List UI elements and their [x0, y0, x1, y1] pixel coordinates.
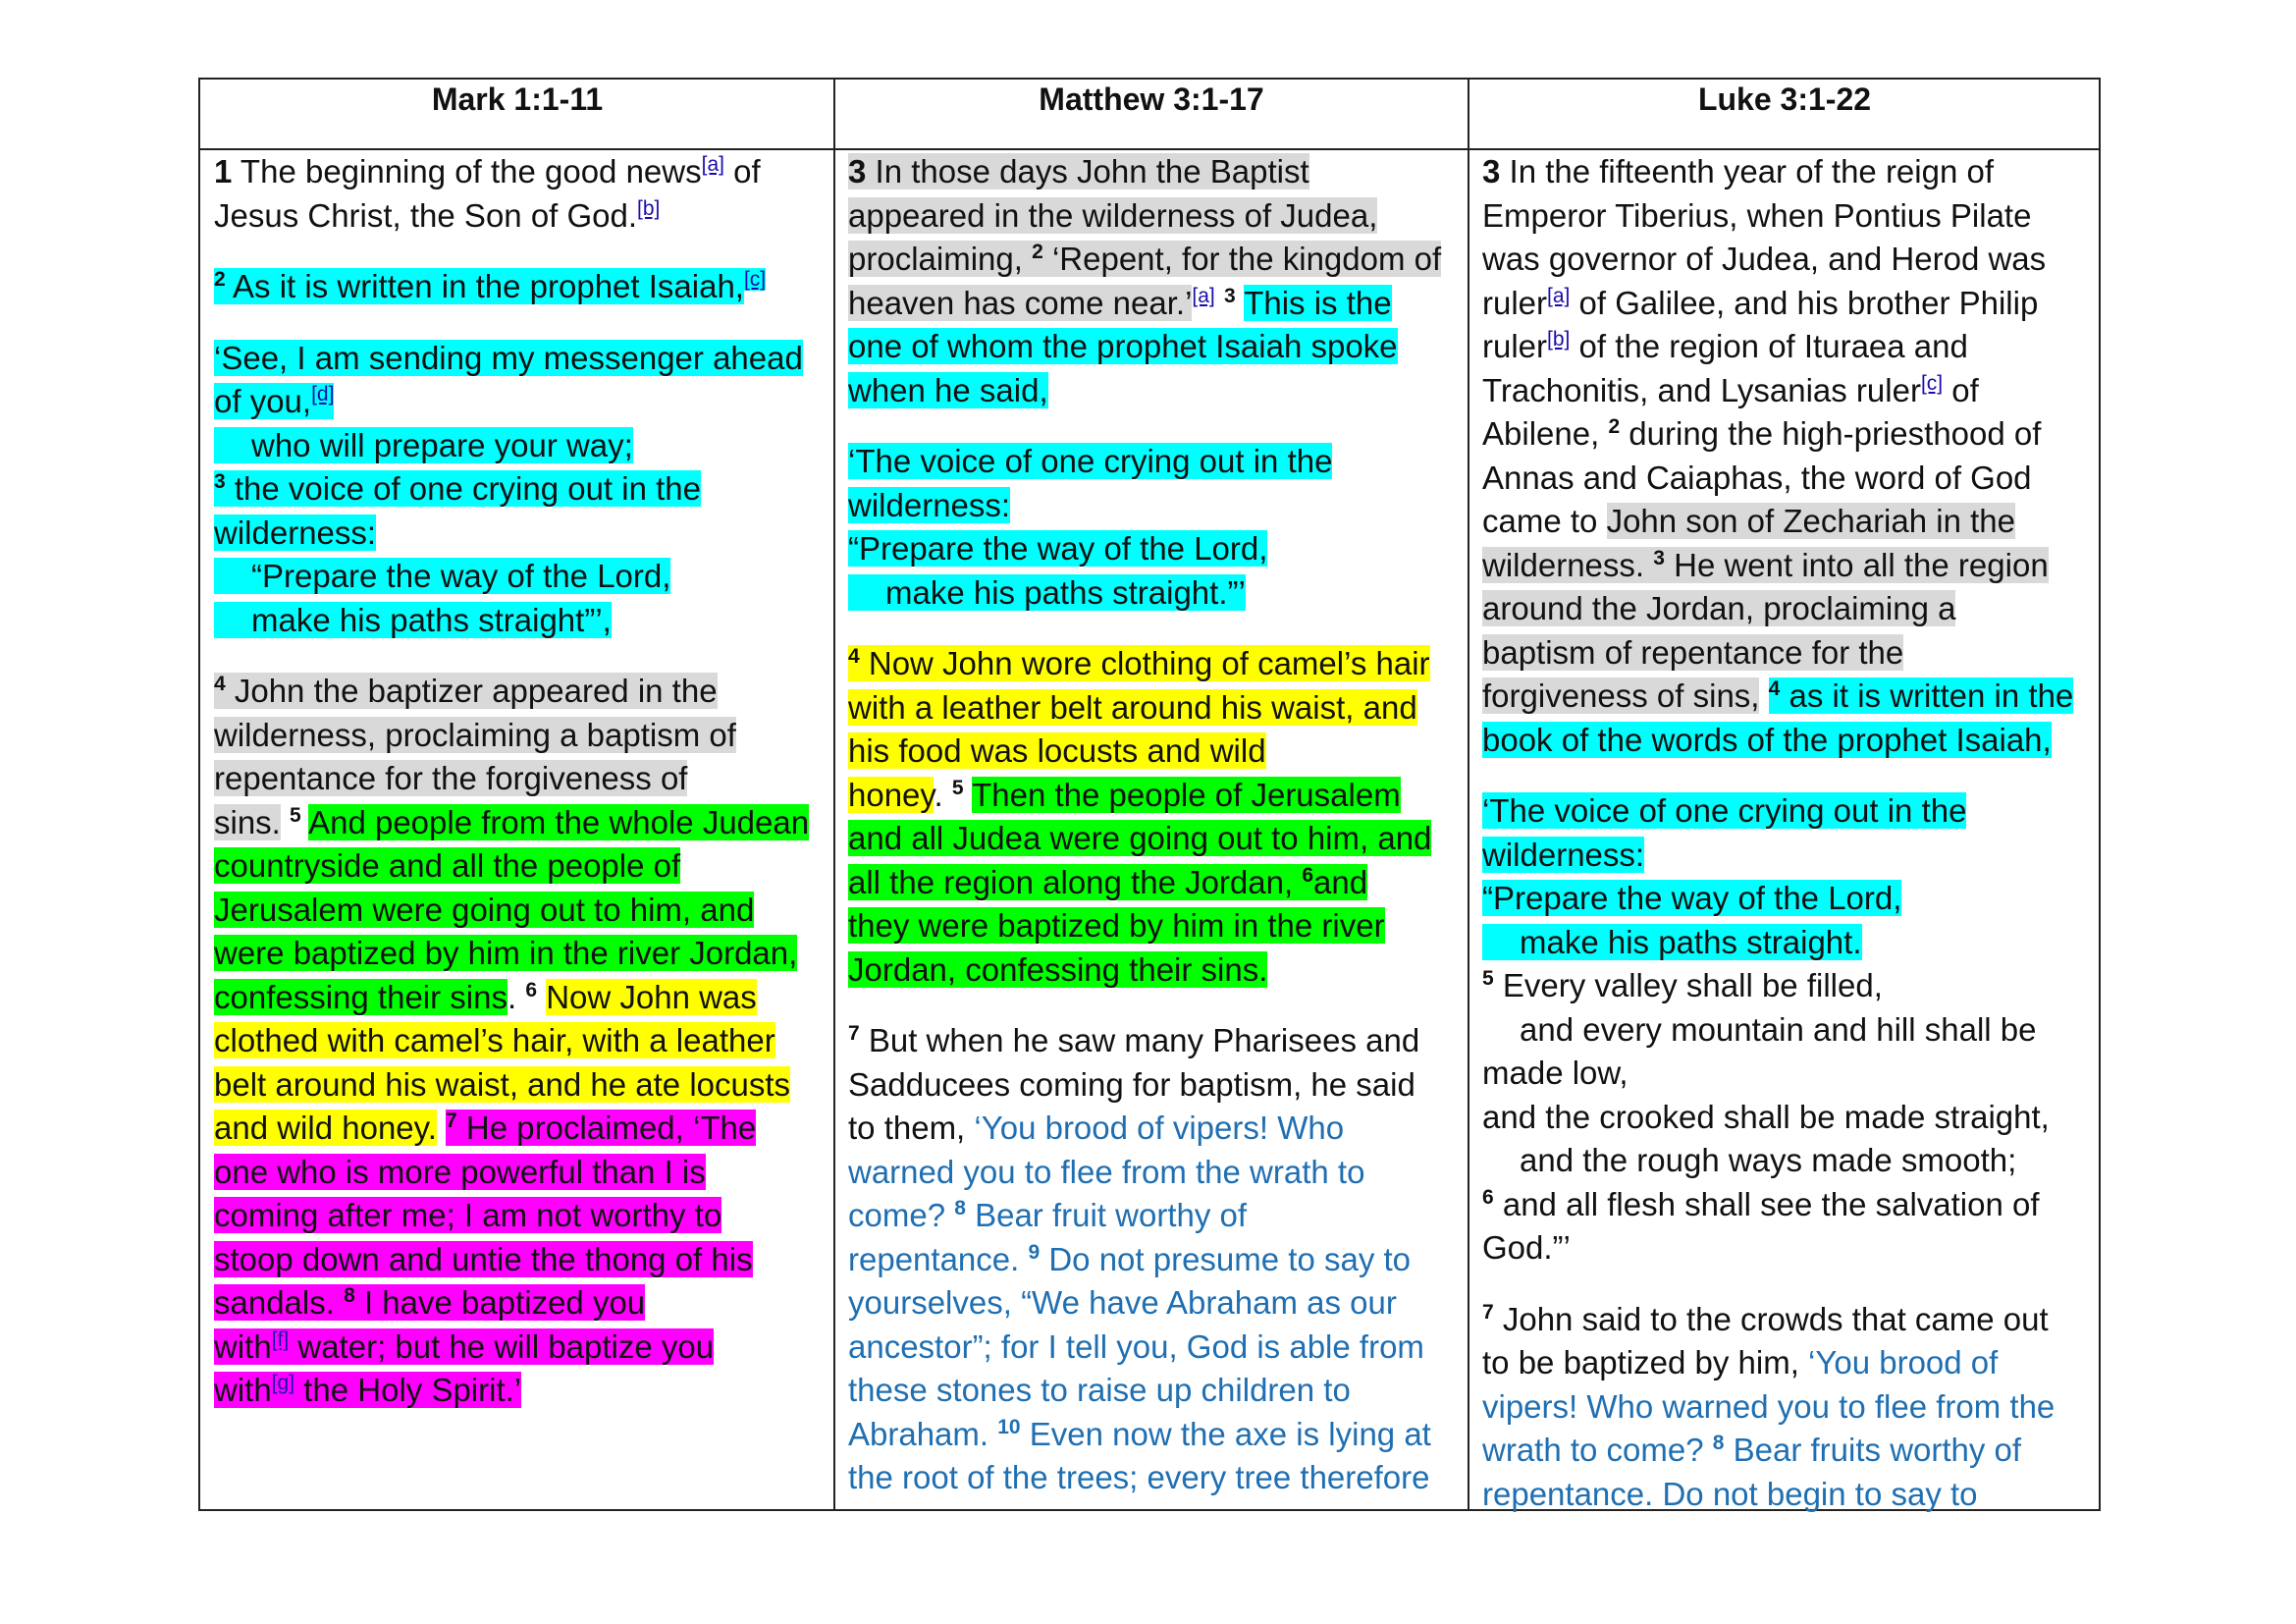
footnote-link[interactable]: [b] [1547, 328, 1571, 351]
column-header-mark: Mark 1:1-11 [200, 80, 834, 150]
mark-verses-4-8: $^4$ John the baptizer appeared in the wilderness, proclaiming a baptism of repentance for the forgiveness of sins. $^5$ And people from the whole Judean countryside and all the people of Jerusalem were going out to him, and were baptized by him in the river Jordan, confessing their sins. $^6$ Now John was clothed with camel’s hair, with a leather belt around his waist, and he ate locusts and wild honey. $^7$ He proclaimed, ‘The one who is more powerful than I is coming after me; I am not worthy to stoop down and untie the thong of his sandals. $^8$ I have baptized you with[f] water; but he will baptize you with[g] the Holy Spirit.’ [214, 673, 810, 1408]
footnote-link[interactable]: [a] [701, 153, 724, 176]
footnote-link[interactable]: [a] [1192, 284, 1215, 307]
mark-column [200, 150, 834, 1509]
footnote-link[interactable]: [d] [311, 383, 335, 406]
mark-verse-2: $^2$ As it is written in the prophet Isaiah,[c] [214, 268, 767, 304]
matthew-verses-4-6: $^4$ Now John wore clothing of camel’s hair with a leather belt around his waist, and his food was locusts and wild honey. $^5$ Then the people of Jerusalem and all Judea were going out to him, and all the region along the Jordan, $^6$and they were baptized by him in the river Jordan, confessing their sins. [848, 645, 1432, 988]
footnote-link[interactable]: [f] [271, 1327, 290, 1351]
mark-quote: ‘See, I am sending my messenger ahead of you,[d] who will prepare your way; $^3$ the voice of one crying out in the wilderness: “Prepare the way of the Lord, make his paths straight”’, [214, 339, 803, 638]
synoptic-table [198, 78, 2101, 1511]
footnote-link[interactable]: [c] [743, 268, 767, 291]
footnote-link[interactable]: [g] [271, 1372, 295, 1394]
footnote-link[interactable]: [c] [1920, 371, 1944, 395]
luke-verses-7-8: $^7$ John said to the crowds that came out to be baptized by him, ‘You brood of vipers! Who warned you to flee from the wrath to come? $^8$ Bear fruits worthy of repentance. Do not begin to say to [1482, 1300, 2056, 1512]
luke-column [1468, 150, 2101, 1512]
matthew-column [834, 150, 1468, 1509]
column-header-matthew: Matthew 3:1-17 [834, 80, 1468, 150]
matthew-verses-7-10: $^7$ But when he saw many Pharisees and Sadducees coming for baptism, he said to them, ‘You brood of vipers! Who warned you to flee from the wrath to come? $^8$ Bear fruit worthy of repentance. $^9$ Do not presume to say to yourselves, “We have Abraham as our ancestor”; for I tell you, God is able from these stones to raise up children to Abraham. $^{10}$ Even now the axe is lying at the root of the trees; every tree therefore [848, 1022, 1431, 1495]
luke-quote: ‘The voice of one crying out in the wilderness: “Prepare the way of the Lord, make his paths straight. $^5$ Every valley shall be filled, and every mountain and hill shall be made low, and the crooked shall be made straight, and the rough ways made smooth; $^6$ and all flesh shall see the salvation of God.”’ [1482, 792, 2050, 1266]
matthew-verses-1-3: 3 In those days John the Baptist appeared in the wilderness of Judea, proclaiming, $^2$ ‘Repent, for the kingdom of heaven has come near.’[a] $^3$ This is the one of whom the prophet Isaiah spoke when he said, [848, 153, 1442, 408]
mark-verse-1: 1 The beginning of the good news[a] of Jesus Christ, the Son of God.[b] [214, 153, 761, 234]
footnote-link[interactable]: [b] [637, 196, 661, 220]
luke-verses-1-4: 3 In the fifteenth year of the reign of Emperor Tiberius, when Pontius Pilate was governor of Judea, and Herod was ruler[a] of Galilee, and his brother Philip ruler[b] of the region of Ituraea and Trachonitis, and Lysanias ruler[c] of Abilene, $^2$ during the high-priesthood of Annas and Caiaphas, the word of God came to John son of Zechariah in the wilderness. $^3$ He went into all the region around the Jordan, proclaiming a baptism of repentance for the forgiveness of sins, $^4$ as it is written in the book of the words of the prophet Isaiah, [1482, 153, 2074, 758]
column-header-luke: Luke 3:1-22 [1468, 80, 2101, 150]
footnote-link[interactable]: [a] [1547, 284, 1571, 307]
matthew-quote: ‘The voice of one crying out in the wilderness: “Prepare the way of the Lord, make his paths straight.”’ [848, 443, 1333, 611]
